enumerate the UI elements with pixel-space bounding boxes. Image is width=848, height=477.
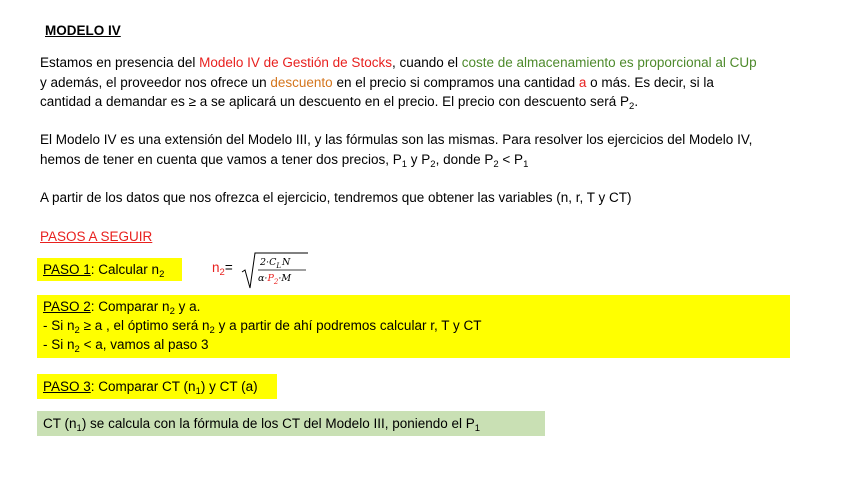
step-2-line-3: - Si $n_2 < a$, vamos al paso 3 xyxy=(43,337,209,355)
step-2-box xyxy=(37,295,790,358)
page-title: MODELO IV xyxy=(45,23,121,38)
step-2-line-2: - Si $n_2 \ge a$ , el óptimo será $n_2$ y a partir de ahí podremos calcular r, T y CT xyxy=(43,318,482,336)
quantity-a-highlight: a xyxy=(578,74,587,90)
step-3-label: PASO 3 xyxy=(43,379,91,394)
extension-paragraph xyxy=(40,130,752,169)
intro-paragraph xyxy=(40,53,757,112)
intro-line-2: y además, el proveedor nos ofrece un descuento en el precio si compramos una cantidad a o más. Es decir, si la xyxy=(40,74,714,90)
svg-text:α·P2·M: $\alpha\cdot P_2\cdot M$ xyxy=(258,273,292,286)
step-2-label: PASO 2 xyxy=(43,299,91,314)
step-2-line-1: PASO 2: Comparar $n_2$ y a. xyxy=(43,299,201,317)
svg-text:2·CLN: $2\cdot C_LN$ xyxy=(260,257,291,270)
storage-cost-highlight: coste de almacenamiento es proporcional al CUp xyxy=(461,55,757,70)
formula-lhs: $n_2=$ xyxy=(212,260,233,278)
steps-heading: PASOS A SEGUIR xyxy=(40,229,153,244)
note-box: CT $(n_1)$ se calcula con la fórmula de los CT del Modelo III, poniendo el $P_1$ xyxy=(37,411,545,436)
extension-line-1: El Modelo IV es una extensión del Modelo III, y las fórmulas son las mismas. Para resolver los ejercicios del Modelo IV, xyxy=(40,132,753,147)
step-1-box: PASO 1: Calcular $n_2$ xyxy=(37,258,182,281)
discount-highlight: descuento xyxy=(270,74,333,90)
intro-line-1: Estamos en presencia del Modelo IV de Gestión de Stocks, cuando el coste de almacenamiento es proporcional al CUp xyxy=(40,55,757,70)
intro-line-3: cantidad a demandar es ≥ a se aplicará un descuento en el precio. El precio con descuento será $P_2$. xyxy=(40,94,639,112)
step-1-label: PASO 1 xyxy=(43,262,91,277)
variables-paragraph: A partir de los datos que nos ofrezca el ejercicio, tendremos que obtener las variables (n, r, T y CT) xyxy=(40,190,632,205)
model-name-highlight: Modelo IV de Gestión de Stocks xyxy=(199,55,392,70)
extension-line-2: hemos de tener en cuenta que vamos a tener dos precios, $P_1$ y $P_2$, donde $P_2 < P_1$ xyxy=(40,151,529,170)
formula-radical xyxy=(240,250,310,290)
step-3-box: PASO 3: Comparar CT $(n_1)$ y CT (a) xyxy=(37,374,277,399)
